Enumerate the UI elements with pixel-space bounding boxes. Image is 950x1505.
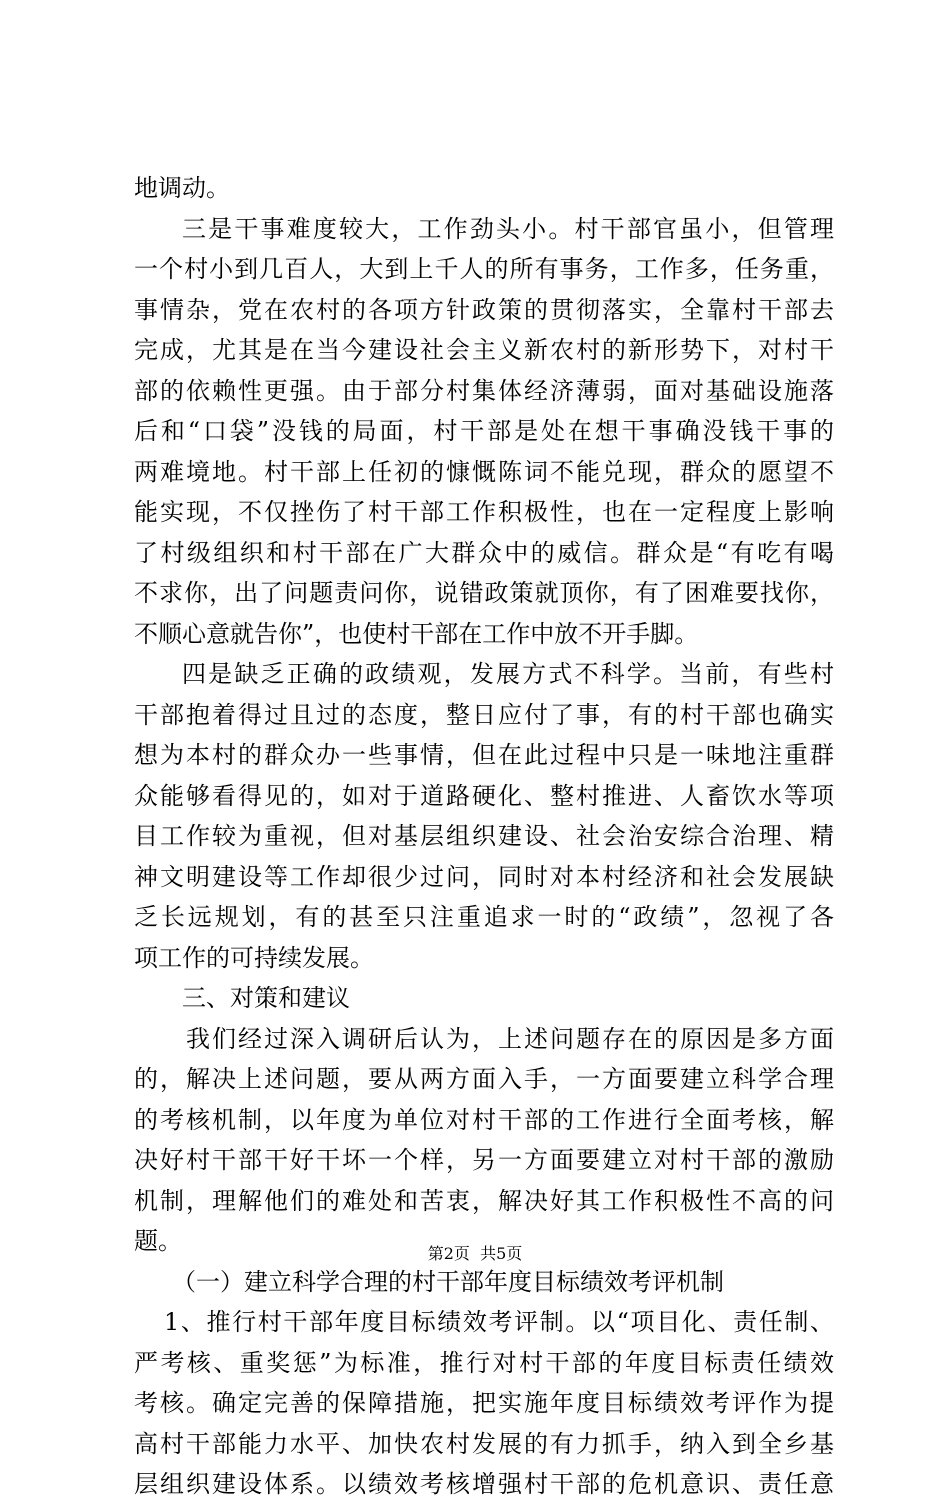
paragraph-line: 四是缺乏正确的政绩观，发展方式不科学。当前，有些村 — [182, 660, 834, 688]
paragraph-line: 层组织建设体系。以绩效考核增强村干部的危机意识、责任意 — [134, 1470, 834, 1498]
paragraph-line: 干部抱着得过且过的态度，整日应付了事，有的村干部也确实 — [134, 700, 834, 729]
paragraph-line: 部的依赖性更强。由于部分村集体经济薄弱，面对基础设施落 — [134, 376, 834, 405]
paragraph-line: 两难境地。村干部上任初的慷慨陈词不能兑现，群众的愿望不 — [134, 457, 834, 486]
paragraph-line: 众能够看得见的，如对于道路硬化、整村推进、人畜饮水等项 — [134, 781, 834, 810]
paragraph-line: 项工作的可持续发展。 — [134, 943, 374, 972]
paragraph-line: 了村级组织和村干部在广大群众中的威信。群众是“有吃有喝 — [134, 538, 834, 567]
paragraph-line: 1、推行村干部年度目标绩效考评制。以“项目化、责任制、 — [164, 1308, 834, 1336]
paragraph-line: 不顺心意就告你”，也使村干部在工作中放不开手脚。 — [134, 619, 699, 648]
paragraph-line: 神文明建设等工作却很少过问，同时对本村经济和社会发展缺 — [134, 862, 834, 891]
paragraph-line: 三是干事难度较大，工作劲头小。村干部官虽小，但管理 — [182, 214, 834, 243]
subsection-heading: （一）建立科学合理的村干部年度目标绩效考评机制 — [172, 1267, 724, 1296]
document-body — [134, 168, 834, 1505]
page-footer — [0, 1243, 950, 1265]
paragraph-line: 后和“口袋”没钱的局面，村干部是处在想干事确没钱干事的 — [134, 417, 834, 445]
paragraph-line: 高村干部能力水平、加快农村发展的有力抓手，纳入到全乡基 — [134, 1429, 834, 1458]
page-number-label: 第2页 共5页 — [427, 1244, 523, 1263]
paragraph-line: 严考核、重奖惩”为标准，推行对村干部的年度目标责任绩效 — [134, 1348, 834, 1377]
paragraph-line: 不求你，出了问题责问你，说错政策就顶你，有了困难要找你， — [134, 579, 834, 607]
paragraph-line: 考核。确定完善的保障措施，把实施年度目标绩效考评作为提 — [134, 1389, 834, 1417]
paragraph-line: 乏长远规划，有的甚至只注重追求一时的“政绩”，忽视了各 — [134, 903, 834, 931]
paragraph-line: 我们经过深入调研后认为，上述问题存在的原因是多方面 — [186, 1024, 834, 1053]
paragraph-line: 机制，理解他们的难处和苦衷，解决好其工作积极性不高的问 — [134, 1186, 834, 1215]
paragraph-line: 能实现，不仅挫伤了村干部工作积极性，也在一定程度上影响 — [134, 498, 834, 526]
paragraph-line: 完成，尤其是在当今建设社会主义新农村的新形势下，对村干 — [134, 336, 834, 364]
paragraph-line: 一个村小到几百人，大到上千人的所有事务，工作多，任务重， — [134, 255, 834, 283]
paragraph-line: 事情杂，党在农村的各项方针政策的贯彻落实，全靠村干部去 — [134, 295, 834, 324]
paragraph-line: 地调动。 — [134, 174, 230, 202]
paragraph-line: 的考核机制，以年度为单位对村干部的工作进行全面考核，解 — [134, 1105, 834, 1134]
paragraph-line: 想为本村的群众办一些事情，但在此过程中只是一味地注重群 — [134, 741, 834, 769]
paragraph-line: 的，解决上述问题，要从两方面入手，一方面要建立科学合理 — [134, 1065, 834, 1093]
paragraph-line: 题。 — [134, 1227, 182, 1255]
paragraph-line: 目工作较为重视，但对基层组织建设、社会治安综合治理、精 — [134, 822, 834, 850]
paragraph-line: 决好村干部干好干坏一个样，另一方面要建立对村干部的激励 — [134, 1146, 834, 1174]
section-heading: 三、对策和建议 — [182, 984, 350, 1012]
